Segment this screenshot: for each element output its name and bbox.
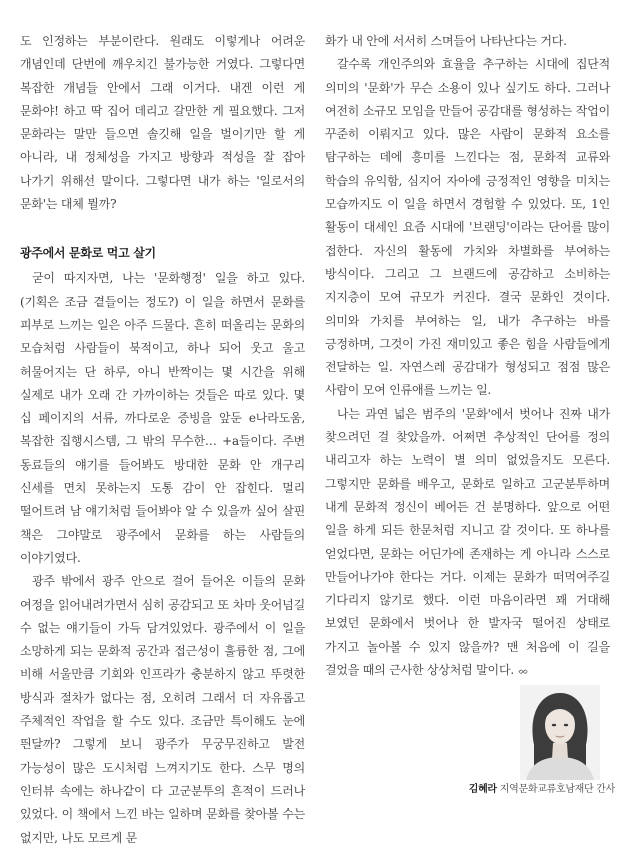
right-column [325,30,610,683]
section-spacer [20,216,305,239]
section-heading: 광주에서 문화로 먹고 살기 [20,246,156,261]
author-caption [330,780,615,795]
body-paragraph: 갈수록 개인주의와 효율을 추구하는 시대에 집단적 의미의 '문화'가 무슨 소용이 있나 싶기도 하다. 그러나 여전히 소규모 모임을 만들어 공감대를 형성하는 작업이 꾸준히 이뤄지고 있다. 많은 사람이 문화적 요소를 탐구하는 데에 흥미를 느낀다는 점, 문화적 교류와 학습의 유익함, 심지어 자아에 긍정적인 영향을 미치는 모습까지도 이 일을 하면서 경험할 수 있었다. 또, 1인 활동이 대세인 요즘 시대에 '브랜딩'이라는 단어를 많이 접한다. 자신의 활동에 가치와 차별화를 부여하는 방식이다. 그리고 그 브랜드에 공감하고 소비하는 지지층이 모여 규모가 커진다. 결국 문화인 것이다. 의미와 가치를 부여하는 일, 내가 추구하는 바를 긍정하며, 그것이 가진 재미있고 좋은 힘을 사람들에게 전달하는 일. 자연스레 공감대가 형성되고 점점 많은 사람이 모여 인류애를 느끼는 일. [325,57,610,398]
continued-paragraph: 화가 내 안에 서서히 스며들어 나타난다는 거다. [325,34,567,48]
intro-paragraph: 도 인정하는 부분이란다. 원래도 이렇게나 어려운 개념인데 단번에 깨우치긴 불가능한 거였다. 그렇다면 복잡한 개념들 안에서 그래 이거다. 내겐 이런 게 문화야! 하고 딱 집어 데리고 갈만한 게 필요했다. 그저 문화라는 말만 들으면 솔깃해 일을 벌이기만 할 게 아니라, 내 정체성을 가지고 방향과 적성을 잘 잡아 나가기 위해선 말이다. 그렇다면 내가 하는 '일로서의 문화'는 대체 뭘까? [20,34,305,212]
left-column [20,30,305,850]
body-paragraph: 광주 밖에서 광주 안으로 걸어 들어온 이들의 문화 여정을 읽어내려가면서 심히 공감되고 또 차마 웃어넘길 수 없는 얘기들이 가득 담겨있었다. 광주에서 이 일을 소망하게 되는 문화적 공간과 접근성이 훌륭한 점, 그에 비해 서울만큼 기회와 인프라가 충분하지 않고 뚜렷한 방식과 절차가 없다는 점, 오히려 그래서 더 자유롭고 주체적인 작업을 할 수도 있다. 조금만 특이해도 눈에 띈달까? 그렇게 보니 광주가 무궁무진하고 발전 가능성이 많은 도시처럼 느껴지기도 한다. 스무 명의 인터뷰 속에는 하나같이 다 고군분투의 흔적이 드러나 있었다. 이 책에서 느낀 바는 일하며 문화를 찾아볼 수는 없지만, 나도 모르게 문 [20,574,305,845]
author-name: 김혜라 [468,784,497,795]
closing-paragraph [325,403,610,684]
author-portrait [520,685,600,780]
closing-paragraph-text: 나는 과연 넓은 범주의 '문화'에서 벗어나 진짜 내가 찾으려던 걸 찾았을까. 어쩌면 추상적인 단어를 정의 내리고자 하는 노력이 별 의미 없었을지도 모른다. 그렇지만 문화를 배우고, 문화로 일하고 고군분투하며 내게 문화적 정신이 베어든 건 분명하다. 앞으로 어떤 일을 하게 되든 한문처럼 지니고 갈 것이다. 또 하나를 얻었다면, 문화는 어딘가에 존재하는 게 아니라 스스로 만들어나가야 한다는 거다. 이제는 문화가 떠먹여주길 기다리지 않기로 했다. 이런 마음이라면 꽤 거대해 보였던 문화에서 벗어나 한 발자국 떨어진 상태로 가지고 놀아볼 수 있지 않을까? 맨 처음에 이 길을 걸었을 때의 근사한 상상처럼 말이다. [325,406,610,678]
body-paragraph: 굳이 따지자면, 나는 '문화행정' 일을 하고 있다. (기획은 조금 곁들이는 정도?) 이 일을 하면서 문화를 피부로 느끼는 일은 아주 드물다. 흔히 떠올리는 문화의 모습처럼 사람들이 북적이고, 하나 되어 웃고 울고 허물어지는 단 하루, 아니 반짝이는 몇 시간을 위해 실제로 내가 오래 간 가까이하는 것들은 따로 있다. 몇 십 페이지의 서류, 까다로운 증빙을 앞둔 e나라도움, 복잡한 집행시스템, 그 밖의 무수한… +a들이다. 주변 동료들의 얘기를 들어봐도 방대한 문화 안 개구리 신세를 면치 못하는지 도통 감이 안 잡힌다. 멀리 떨어트려 남 얘기처럼 들어봐야 알 수 있을까 싶어 살핀 책은 그야말로 광주에서 문화를 하는 사람들의 이야기였다. [20,271,305,565]
end-mark-icon: ᨖ [517,666,528,678]
author-affiliation: 지역문화교류호남재단 간사 [499,784,615,795]
